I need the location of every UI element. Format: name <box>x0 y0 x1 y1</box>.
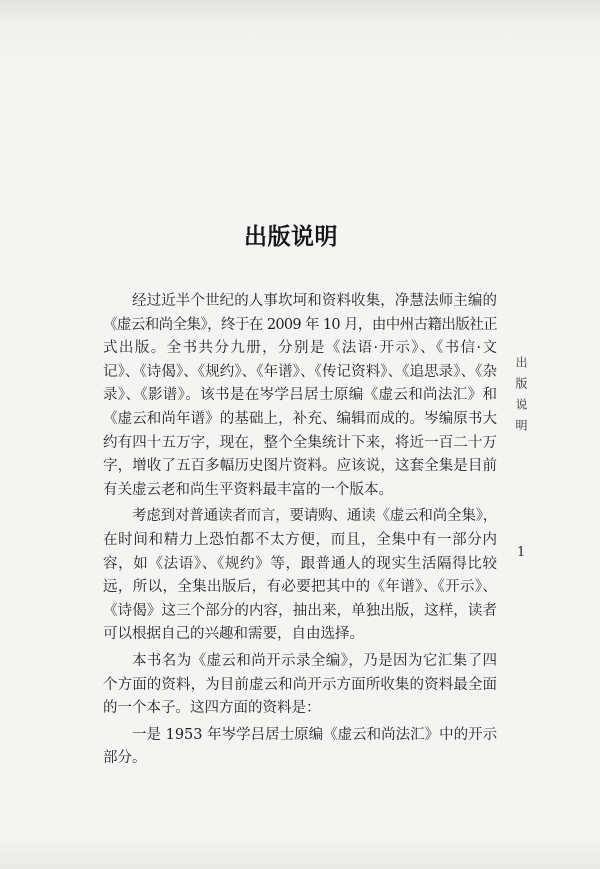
body-line: 《虚云和尚年谱》的基础上，补充、编辑而成的。岑编原书大 <box>103 410 497 427</box>
paragraph-2 <box>103 505 497 647</box>
body-text <box>103 290 497 771</box>
paragraph-1 <box>103 290 497 502</box>
body-line: 一是 1953 年岑学吕居士原编《虚云和尚法汇》中的开示 <box>132 726 498 743</box>
body-line: 约有四十五万字，现在，整个全集统计下来，将近一百二十万 <box>103 434 497 451</box>
page-title: 出版说明 <box>244 224 338 250</box>
body-line: 有关虚云老和尚生平资料最丰富的一个版本。 <box>103 481 393 498</box>
running-title: 出版说明 <box>514 356 528 440</box>
body-line: 字，增收了五百多幅历史图片资料。应该说，这套全集是目前 <box>103 458 497 475</box>
body-line: 本书名为《虚云和尚开示录全编》，乃是因为它汇集了四 <box>132 652 497 669</box>
body-line: 在时间和精力上恐怕都不太方便，而且，全集中有一部分内 <box>103 531 497 548</box>
body-line: 的一个本子。这四方面的资料是： <box>103 700 321 717</box>
body-line: 可以根据自己的兴趣和需要，自由选择。 <box>103 626 364 643</box>
body-line: 部分。 <box>103 750 147 767</box>
body-line: 《虚云和尚全集》，终于在 2009 年 10 月，由中州古籍出版社正 <box>103 316 497 333</box>
paragraph-3 <box>103 650 497 721</box>
paragraph-4 <box>103 724 497 771</box>
page-number: 1 <box>517 545 526 560</box>
body-line: 《诗偈》这三个部分的内容，抽出来，单独出版，这样，读者 <box>103 602 497 619</box>
body-line: 式出版。全书共分九册，分别是《法语·开示》、《书信·文 <box>103 340 497 357</box>
body-line: 容，如《法语》、《规约》等，跟普通人的现实生活隔得比较 <box>103 555 497 572</box>
body-line: 个方面的资料，为目前虚云和尚开示方面所收集的资料最全面 <box>103 676 497 693</box>
body-line: 录》、《影谱》。该书是在岑学吕居士原编《虚云和尚法汇》和 <box>103 387 497 404</box>
body-line: 经过近半个世纪的人事坎坷和资料收集，净慧法师主编的 <box>132 293 497 309</box>
body-line: 记》、《诗偈》、《规约》、《年谱》、《传记资料》、《追思录》、《杂 <box>103 363 497 380</box>
body-line: 远，所以，全集出版后，有必要把其中的《年谱》、《开示》、 <box>103 579 497 596</box>
body-line: 考虑到对普通读者而言，要请购、通读《虚云和尚全集》， <box>132 508 497 525</box>
